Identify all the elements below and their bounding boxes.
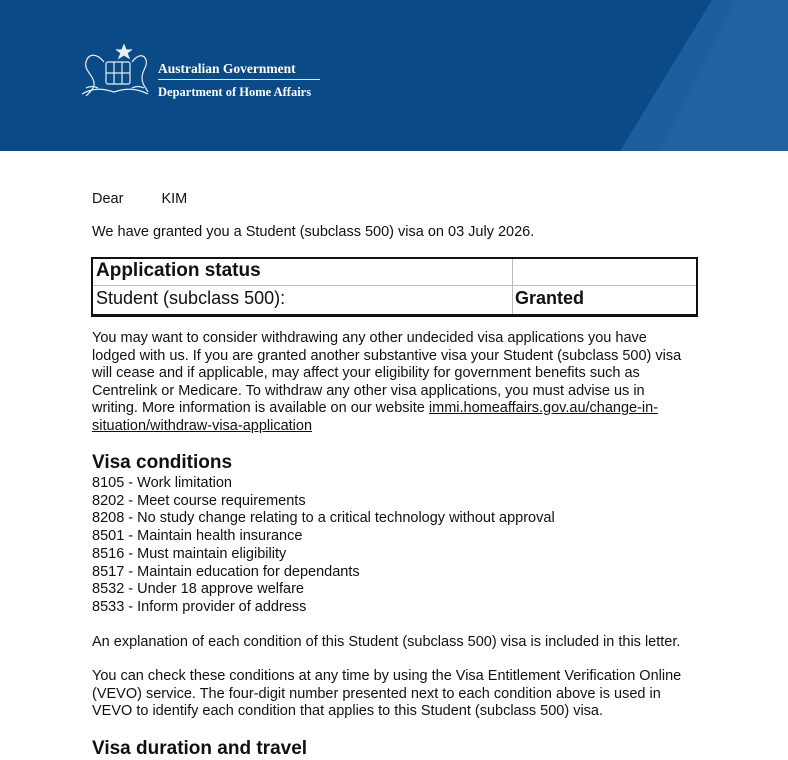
header-line2: Department of Home Affairs: [158, 85, 312, 99]
vevo-paragraph: You can check these conditions at any time by using the Visa Entitlement Verification Online (VEVO) service. The four-digit number presented next to each condition above is used in VEVO to identify each condition that applies to this Student (subclass 500) visa.: [92, 668, 682, 719]
status-table-label: Student (subclass 500):: [96, 288, 286, 308]
header-banner: [0, 0, 788, 151]
condition-item: 8208 - No study change relating to a critical technology without approval: [92, 510, 555, 527]
salutation: Dear: [92, 191, 124, 207]
condition-item: 8202 - Meet course requirements: [92, 492, 306, 509]
application-status-table: [91, 257, 698, 317]
grant-sentence: We have granted you a Student (subclass 500) visa on 03 July 2026.: [92, 224, 535, 240]
government-wordmark: [158, 60, 320, 100]
condition-item: 8533 - Inform provider of address: [92, 598, 307, 615]
visa-duration-heading: Visa duration and travel: [92, 738, 308, 759]
status-table-value: Granted: [515, 288, 585, 308]
visa-conditions-list: [92, 475, 555, 617]
withdraw-text: You may want to consider withdrawing any other undecided visa applications you have lodged with us. If you are granted another substantive visa your Student (subclass 500) visa will cease and if applicable, may affect your eligibility for government benefits such as Centrelink or Medicare. To withdraw any other visa applications, you must advise us in writing. More information is available on our website: [92, 330, 682, 416]
status-table-title: Application status: [96, 260, 261, 281]
condition-item: 8501 - Maintain health insurance: [92, 528, 303, 545]
salutation-line: [92, 191, 187, 207]
withdraw-visa-link[interactable]: immi.homeaffairs.gov.au/change-in-situation/withdraw-visa-application: [92, 400, 659, 434]
coat-of-arms-logo: [76, 42, 154, 102]
explanation-paragraph: An explanation of each condition of this Student (subclass 500) visa is included in this letter.: [92, 634, 681, 650]
condition-item: 8516 - Must maintain eligibility: [92, 545, 287, 562]
table-row-divider: [93, 285, 696, 286]
recipient-name: KIM: [161, 191, 188, 207]
visa-conditions-heading: Visa conditions: [92, 452, 233, 473]
header-rule: [158, 79, 320, 80]
condition-item: 8105 - Work limitation: [92, 475, 232, 491]
header-line1: Australian Government: [158, 61, 296, 76]
withdraw-paragraph: [92, 330, 692, 435]
table-column-divider: [512, 259, 513, 314]
condition-item: 8517 - Maintain education for dependants: [92, 563, 360, 580]
condition-item: 8532 - Under 18 approve welfare: [92, 581, 304, 598]
